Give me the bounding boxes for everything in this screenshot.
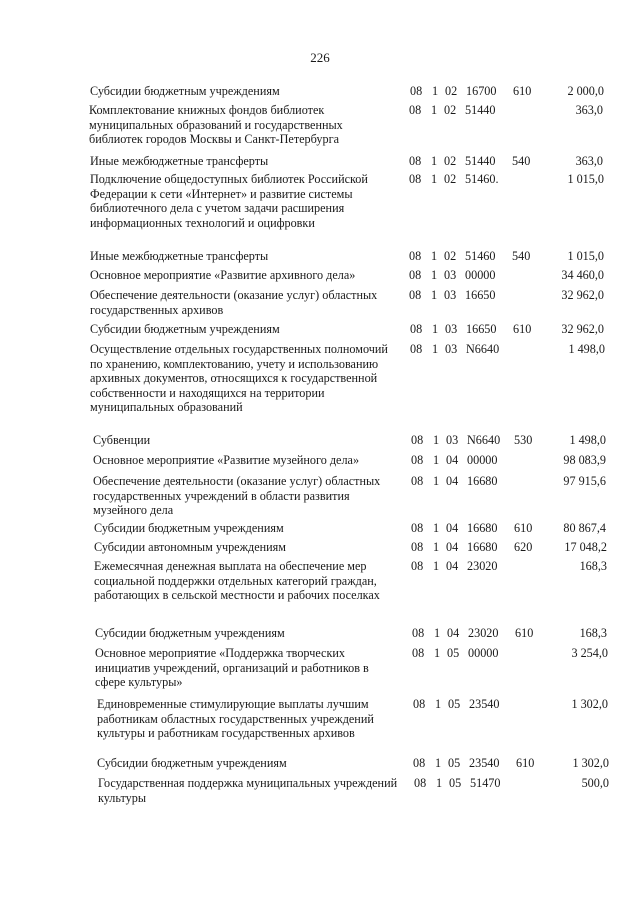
row-code-exp: 540 (512, 249, 531, 263)
row-code-sub: 1 (433, 521, 440, 535)
row-code-target: 16680 (467, 540, 498, 554)
row-code-target: 51460. (465, 172, 499, 186)
row-code-grp: 02 (445, 84, 458, 98)
row-code-sub: 1 (435, 697, 442, 711)
row-amount: 500,0 (581, 776, 609, 790)
row-code-target: 16680 (467, 521, 498, 535)
row-name: Обеспечение деятельности (оказание услуг) областных государственных архивов (90, 288, 378, 317)
row-code-target: 23020 (467, 559, 498, 573)
row-code-sub: 1 (436, 776, 443, 790)
row-name: Основное мероприятие «Развитие архивного дела» (90, 268, 356, 282)
row-code-grp: 05 (449, 776, 462, 790)
row-code-sub: 1 (433, 474, 440, 488)
row-code-exp: 620 (514, 540, 533, 554)
row-code-sub: 1 (432, 84, 439, 98)
row-code-target: 00000 (468, 646, 499, 660)
row-amount: 363,0 (575, 103, 603, 117)
row-code-sec: 08 (409, 288, 422, 302)
row-code-exp: 610 (513, 84, 532, 98)
row-code-sub: 1 (431, 249, 438, 263)
row-code-target: 16650 (466, 322, 497, 336)
row-amount: 1 015,0 (567, 172, 604, 186)
row-code-sub: 1 (432, 342, 439, 356)
row-code-grp: 04 (446, 540, 459, 554)
row-code-exp: 610 (516, 756, 535, 770)
row-code-target: 16700 (466, 84, 497, 98)
row-amount: 32 962,0 (561, 288, 604, 302)
row-code-grp: 04 (446, 453, 459, 467)
row-amount: 1 302,0 (571, 697, 608, 711)
row-code-sec: 08 (413, 756, 426, 770)
row-amount: 363,0 (575, 154, 603, 168)
row-name: Государственная поддержка муниципальных учреждений культуры (98, 776, 398, 805)
row-code-sub: 1 (431, 154, 438, 168)
row-code-exp: 610 (514, 521, 533, 535)
row-code-grp: 04 (446, 474, 459, 488)
row-amount: 1 498,0 (568, 342, 605, 356)
row-code-sub: 1 (434, 626, 441, 640)
row-name: Основное мероприятие «Развитие музейного дела» (93, 453, 360, 467)
row-amount: 1 498,0 (569, 433, 606, 447)
row-name: Субсидии бюджетным учреждениям (94, 521, 284, 535)
row-code-sub: 1 (433, 540, 440, 554)
row-amount: 17 048,2 (564, 540, 607, 554)
row-code-sec: 08 (411, 559, 424, 573)
row-code-exp: 530 (514, 433, 533, 447)
row-amount: 32 962,0 (561, 322, 604, 336)
row-amount: 80 867,4 (563, 521, 606, 535)
row-code-sec: 08 (410, 84, 423, 98)
row-name: Единовременные стимулирующие выплаты лучшим работникам областных государственных учреждений культуры и работникам государственных архивов (97, 697, 374, 741)
row-amount: 1 302,0 (572, 756, 609, 770)
row-code-sub: 1 (431, 288, 438, 302)
row-code-grp: 02 (444, 154, 457, 168)
row-name: Осуществление отдельных государственных полномочий по хранению, комплектованию, учету и использованию архивных документов, относящихся к государственной собственности и находящихся на территории муниципальных образований (90, 342, 388, 415)
row-code-grp: 04 (446, 559, 459, 573)
row-code-exp: 610 (513, 322, 532, 336)
row-amount: 168,3 (579, 559, 607, 573)
row-code-sec: 08 (411, 540, 424, 554)
row-name: Ежемесячная денежная выплата на обеспечение мер социальной поддержки отдельных категорий граждан, работающих в сельской местности и рабочих поселках (94, 559, 380, 603)
row-code-target: 23540 (469, 697, 500, 711)
row-code-target: 51460 (465, 249, 496, 263)
row-name: Основное мероприятие «Поддержка творческих инициатив учреждений, организаций и работников в сфере культуры» (95, 646, 369, 690)
row-code-target: 16650 (465, 288, 496, 302)
row-code-exp: 540 (512, 154, 531, 168)
row-name: Комплектование книжных фондов библиотек муниципальных образований и государственных библиотек городов Москвы и Санкт-Петербурга (89, 103, 343, 147)
row-code-target: 23020 (468, 626, 499, 640)
row-code-sec: 08 (411, 521, 424, 535)
row-amount: 34 460,0 (561, 268, 604, 282)
row-code-target: 51470 (470, 776, 501, 790)
row-code-sub: 1 (431, 268, 438, 282)
row-code-sec: 08 (411, 474, 424, 488)
row-code-grp: 02 (444, 103, 457, 117)
row-code-sec: 08 (409, 268, 422, 282)
row-code-exp: 610 (515, 626, 534, 640)
row-amount: 1 015,0 (567, 249, 604, 263)
row-name: Иные межбюджетные трансферты (90, 154, 269, 168)
row-code-sec: 08 (409, 249, 422, 263)
row-amount: 168,3 (579, 626, 607, 640)
row-code-sec: 08 (409, 154, 422, 168)
row-code-sec: 08 (411, 453, 424, 467)
row-name: Субсидии бюджетным учреждениям (95, 626, 285, 640)
row-amount: 3 254,0 (571, 646, 608, 660)
row-code-sec: 08 (410, 322, 423, 336)
row-code-sub: 1 (431, 172, 438, 186)
row-name: Обеспечение деятельности (оказание услуг) областных государственных учреждений в области развития музейного дела (93, 474, 381, 518)
row-code-target: 00000 (467, 453, 498, 467)
row-name: Подключение общедоступных библиотек Российской Федерации к сети «Интернет» и развитие системы библиотечного дела с учетом задачи расширения информационных технологий и оцифровки (90, 172, 368, 230)
row-code-grp: 04 (447, 626, 460, 640)
row-code-sec: 08 (414, 776, 427, 790)
row-code-sec: 08 (410, 342, 423, 356)
row-code-target: 00000 (465, 268, 496, 282)
row-code-sec: 08 (409, 103, 422, 117)
row-code-sub: 1 (431, 103, 438, 117)
row-code-sub: 1 (433, 453, 440, 467)
row-code-sec: 08 (412, 646, 425, 660)
row-name: Субсидии автономным учреждениям (94, 540, 286, 554)
row-code-grp: 03 (444, 288, 457, 302)
row-code-grp: 03 (446, 433, 459, 447)
row-code-target: N6640 (467, 433, 501, 447)
row-name: Субсидии бюджетным учреждениям (97, 756, 287, 770)
row-code-target: 16680 (467, 474, 498, 488)
row-code-sub: 1 (433, 433, 440, 447)
row-name: Субсидии бюджетным учреждениям (90, 84, 280, 98)
row-code-sub: 1 (432, 322, 439, 336)
row-name: Субвенции (93, 433, 151, 447)
row-code-grp: 03 (445, 322, 458, 336)
row-code-sub: 1 (433, 559, 440, 573)
row-code-grp: 03 (444, 268, 457, 282)
row-code-grp: 05 (448, 756, 461, 770)
row-code-target: 23540 (469, 756, 500, 770)
row-code-sub: 1 (434, 646, 441, 660)
row-name: Субсидии бюджетным учреждениям (90, 322, 280, 336)
row-code-target: 51440 (465, 154, 496, 168)
page-number: 226 (310, 50, 330, 65)
row-code-sec: 08 (412, 626, 425, 640)
row-amount: 97 915,6 (563, 474, 606, 488)
row-code-sub: 1 (435, 756, 442, 770)
row-code-grp: 04 (446, 521, 459, 535)
row-name: Иные межбюджетные трансферты (90, 249, 269, 263)
row-code-target: 51440 (465, 103, 496, 117)
row-code-grp: 05 (448, 697, 461, 711)
row-code-sec: 08 (413, 697, 426, 711)
row-code-target: N6640 (466, 342, 500, 356)
row-code-grp: 02 (444, 249, 457, 263)
row-code-grp: 05 (447, 646, 460, 660)
row-amount: 98 083,9 (563, 453, 606, 467)
row-code-sec: 08 (411, 433, 424, 447)
row-code-grp: 03 (445, 342, 458, 356)
row-code-sec: 08 (409, 172, 422, 186)
row-amount: 2 000,0 (567, 84, 604, 98)
row-code-grp: 02 (444, 172, 457, 186)
